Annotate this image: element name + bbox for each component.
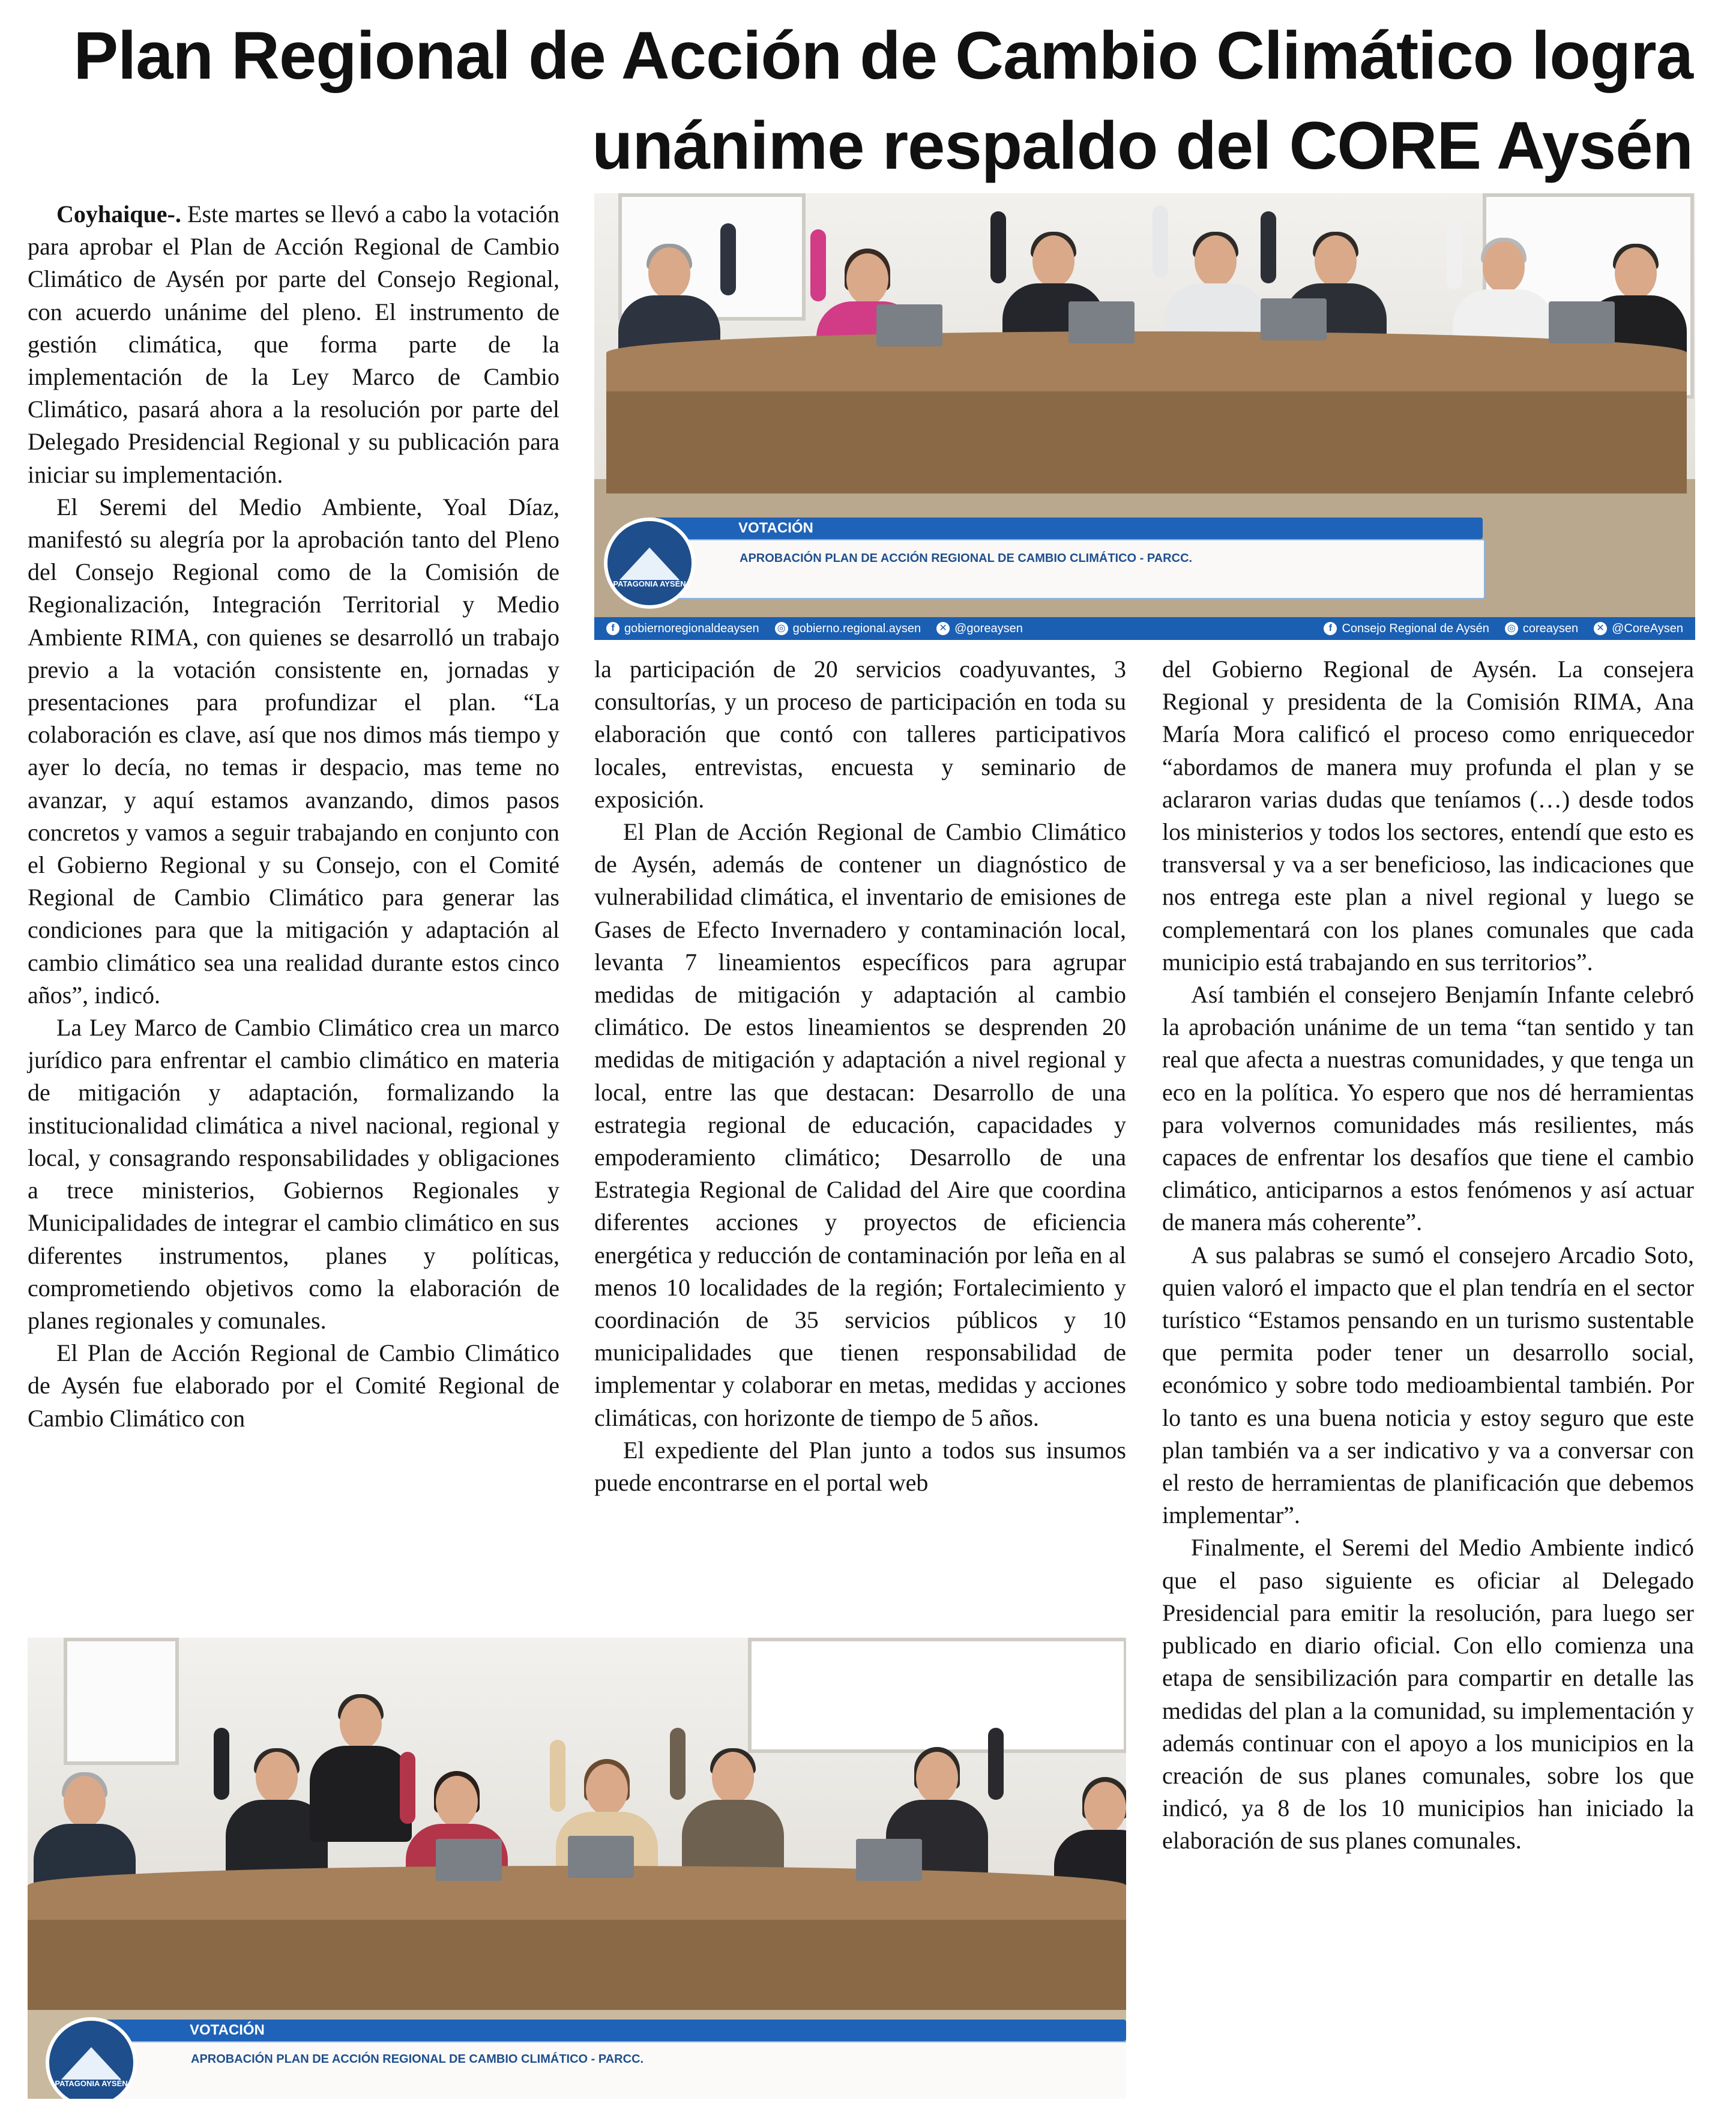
patagonia-aysen-logo bbox=[604, 517, 695, 609]
paragraph-4-continued: la participación de 20 servicios coadyuvantes, 3 consultorías, y un proceso de participación en toda su elaboración que contó con talleres participativos locales, entrevistas, encuesta y seminario de exposición. bbox=[594, 656, 1126, 813]
article-column-3 bbox=[1162, 653, 1694, 1857]
paragraph-6-continued: del Gobierno Regional de Aysén. La consejera Regional y presidenta de la Comisión RIMA, Ana María Mora calificó el proceso como enriquecedor “abordamos de manera muy profunda el plan y se aclararon varias dudas que teníamos (…) desde todos los ministerios y todos los sectores, entendí que esto es transversal y va a ser beneficioso, las indicaciones que nos entrega este plan a nivel regional y luego se complementará con los planes comunales que cada municipio está trabajando en sus territorios”. bbox=[1162, 656, 1694, 976]
social-handle: gobiernoregionaldeaysen bbox=[624, 621, 759, 635]
paragraph-1 bbox=[28, 198, 559, 491]
vote-panel bbox=[106, 2041, 1126, 2099]
social-media-bar bbox=[594, 617, 1695, 640]
paragraph-1-text: Este martes se llevó a cabo la votación para aprobar el Plan de Acción Regional de Cambio Climático de Aysén por parte del Consejo Regional, con acuerdo unánime del pleno. El instrumento de gestión climática, que forma parte de la implementación de la Ley Marco de Cambio Climático, pasará ahora a la resolución por parte del Delegado Presidencial Regional y su publicación para iniciar su implementación. bbox=[28, 201, 559, 488]
paragraph-8: A sus palabras se sumó el consejero Arcadio Soto, quien valoró el impacto que el plan tendría en el sector turístico “Estamos pensando en un turismo sustentable que permita poder tener un desarrollo social, económico y sobre todo medioambiental también. Por lo tanto es una buena noticia y estoy seguro que este plan también va a ser indicativo y va a conversar con el resto de herramientas de planificación que debemos implementar”. bbox=[1162, 1241, 1694, 1529]
social-handle: @CoreAysen bbox=[1612, 621, 1683, 635]
paragraph-9: Finalmente, el Seremi del Medio Ambiente indicó que el paso siguiente es oficiar al Delegado Presidencial para emitir la resolución, para luego ser publicado en diario oficial. Con ello comienza una etapa de sensibilización para compartir en detalle las medidas del plan a la comunidad, su implementación y además continuar con el apoyo a los municipios en la creación de sus planes comunales, sobre los que indicó, ya 8 de los 10 municipios han iniciado la elaboración de sus planes comunales. bbox=[1162, 1534, 1694, 1854]
logo-text: PATAGONIA AYSÉN bbox=[55, 2079, 128, 2088]
social-handle: coreaysen bbox=[1522, 621, 1579, 635]
vote-label: VOTACIÓN bbox=[738, 520, 813, 536]
paragraph-3: La Ley Marco de Cambio Climático crea un marco jurídico para enfrentar el cambio climático en materia de mitigación y adaptación, formalizando la institucionalidad climática a nivel nacional, regional y local, y consagrando responsabilidades y obligaciones a trece ministerios, Gobiernos Regionales y Municipalidades de integrar el cambio climático en sus diferentes instrumentos, planes y políticas, comprometiendo objetivos como la elaboración de planes regionales y comunales. bbox=[28, 1014, 559, 1334]
article-column-2 bbox=[594, 653, 1126, 1499]
x-icon: ✕ bbox=[1594, 622, 1607, 635]
vote-panel-text: APROBACIÓN PLAN DE ACCIÓN REGIONAL DE CAMBIO CLIMÁTICO - PARCC. bbox=[740, 552, 1193, 565]
vote-label-bar bbox=[654, 517, 1483, 539]
logo-text: PATAGONIA AYSÉN bbox=[613, 579, 686, 588]
vote-label: VOTACIÓN bbox=[190, 2022, 265, 2038]
facebook-icon: f bbox=[606, 622, 619, 635]
headline-line-2: unánime respaldo del CORE Aysén bbox=[591, 108, 1693, 183]
paragraph-4-start: El Plan de Acción Regional de Cambio Climático de Aysén fue elaborado por el Comité Regional de Cambio Climático con bbox=[28, 1339, 559, 1432]
social-handle: @goreaysen bbox=[954, 621, 1023, 635]
instagram-icon: ◎ bbox=[1505, 622, 1518, 635]
instagram-icon: ◎ bbox=[775, 622, 788, 635]
social-handle: Consejo Regional de Aysén bbox=[1342, 621, 1489, 635]
dateline: Coyhaique-. bbox=[56, 201, 181, 228]
facebook-icon: f bbox=[1324, 622, 1337, 635]
council-vote-photo-top bbox=[594, 193, 1695, 640]
headline bbox=[24, 11, 1693, 191]
vote-label-bar bbox=[106, 2020, 1126, 2041]
vote-panel bbox=[654, 539, 1485, 599]
paragraph-5: El Plan de Acción Regional de Cambio Climático de Aysén, además de contener un diagnóstico de vulnerabilidad climática, el inventario de emisiones de Gases de Efecto Invernadero y contaminación local, levanta 7 lineamientos específicos para agrupar medidas de mitigación y adaptación al cambio climático. De estos lineamientos se desprenden 20 medidas de mitigación y adaptación a nivel regional y local, entre las que destacan: Desarrollo de una estrategia regional de educación, capacidades y empoderamiento climático; Desarrollo de una Estrategia Regional de Calidad del Aire que coordina diferentes acciones y proyectos de eficiencia energética y reducción de contaminación por leña en al menos 10 localidades de la región; Fortalecimiento y coordinación de 35 servicios públicos y 10 municipalidades que tienen responsabilidad de implementar y colaborar en metas, medidas y acciones climáticas, con horizonte de tiempo de 5 años. bbox=[594, 818, 1126, 1431]
headline-line-1: Plan Regional de Acción de Cambio Climático logra bbox=[73, 18, 1693, 93]
x-icon: ✕ bbox=[936, 622, 950, 635]
social-handle: gobierno.regional.aysen bbox=[792, 621, 921, 635]
paragraph-6-start: El expediente del Plan junto a todos sus insumos puede encontrarse en el portal web bbox=[594, 1436, 1126, 1497]
article-column-1 bbox=[28, 198, 559, 1435]
paragraph-7: Así también el consejero Benjamín Infante celebró la aprobación unánime de un tema “tan sentido y tan real que afecta a nuestras comunidades, y que tenga un eco en la política. Yo espero que nos dé herramientas para volvernos comunidades más resilientes, más capaces de enfrentar los desafíos que tiene el cambio climático, anticiparnos a estos fenómenos y así actuar de manera más coherente”. bbox=[1162, 981, 1694, 1236]
council-vote-photo-bottom bbox=[28, 1638, 1126, 2099]
paragraph-2: El Seremi del Medio Ambiente, Yoal Díaz, manifestó su alegría por la aprobación tanto del Pleno del Consejo Regional como de la Comisión de Regionalización, Integración Territorial y Medio Ambiente RIMA, con quienes se desarrolló un trabajo previo a la votación consistente en, jornadas y presentaciones para profundizar el plan. “La colaboración es clave, así que nos dimos más tiempo y ayer lo decía, no temas ir despacio, mas teme no avanzar, y aquí estamos avanzando, dimos pasos concretos y vamos a seguir trabajando en conjunto con el Gobierno Regional y su Consejo, con el Comité Regional de Cambio Climático para generar las condiciones para que la mitigación y adaptación al cambio climático sea una realidad durante estos cinco años”, indicó. bbox=[28, 493, 559, 1009]
vote-panel-text: APROBACIÓN PLAN DE ACCIÓN REGIONAL DE CAMBIO CLIMÁTICO - PARCC. bbox=[191, 2053, 644, 2066]
